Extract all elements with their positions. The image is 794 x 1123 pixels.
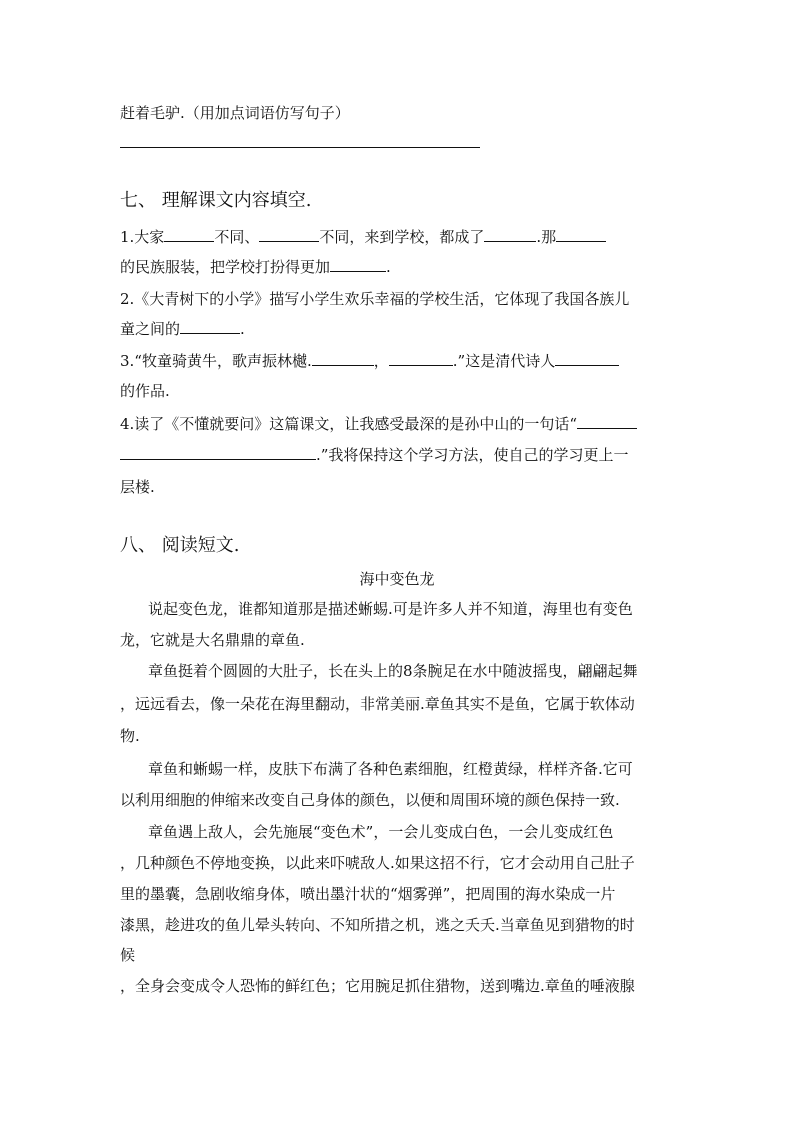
q1-text-a: 1.大家 xyxy=(120,228,165,246)
q3-text-b: ， xyxy=(373,352,389,370)
q1-text-c: 不同，来到学校，都成了 xyxy=(319,228,485,246)
passage-line: 龙，它就是大名鼎鼎的章鱼. xyxy=(120,631,305,649)
question-1-line-2 xyxy=(120,257,391,277)
passage-line: 候 xyxy=(120,946,136,964)
q2-text-b: 童之间的 xyxy=(120,320,181,338)
q1-text-b: 不同、 xyxy=(214,228,260,246)
q1-text-e: 的民族服装，把学校打扮得更加 xyxy=(120,258,331,276)
passage-line: 漆黑，趁进攻的鱼儿晕头转向、不知所措之机，逃之夭夭.当章鱼见到猎物的时 xyxy=(120,916,635,934)
blank[interactable] xyxy=(556,227,606,242)
passage-line: 章鱼和蜥蜴一样，皮肤下布满了各种色素细胞，红橙黄绿，样样齐备.它可 xyxy=(148,760,633,778)
blank[interactable] xyxy=(120,445,316,460)
q4-text-a: 4.读了《不懂就要问》这篇课文，让我感受最深的是孙中山的一句话“ xyxy=(120,415,577,433)
question-4-line-1 xyxy=(120,414,637,434)
q3-text-c: .”这是清代诗人 xyxy=(452,352,556,370)
question-2-line-2 xyxy=(120,319,245,339)
passage-line: 以利用细胞的伸缩来改变自己身体的颜色，以便和周围环境的颜色保持一致. xyxy=(120,791,620,809)
passage-line: ，全身会变成令人恐怖的鲜红色；它用腕足抓住猎物，送到嘴边.章鱼的唾液腺 xyxy=(120,977,635,995)
section-7-heading: 七、 理解课文内容填空. xyxy=(120,190,312,211)
answer-line xyxy=(120,147,480,148)
blank[interactable] xyxy=(259,227,319,242)
passage-line: 里的墨囊，急剧收缩身体，喷出墨汁状的“烟雾弹”，把周围的海水染成一片 xyxy=(120,885,616,903)
passage-line: 章鱼遇上敌人，会先施展“变色术”，一会儿变成白色，一会儿变成红色 xyxy=(148,823,614,841)
passage-line: 说起变色龙，谁都知道那是描述蜥蜴.可是许多人并不知道，海里也有变色 xyxy=(148,600,633,618)
q3-text-a: 3.“牧童骑黄牛，歌声振林樾. xyxy=(120,352,312,370)
blank[interactable] xyxy=(164,227,214,242)
question-3-line-2: 的作品. xyxy=(120,382,170,400)
passage-line: 章鱼挺着个圆圆的大肚子，长在头上的8条腕足在水中随波摇曳，翩翩起舞 xyxy=(148,662,638,680)
passage-title: 海中变色龙 xyxy=(359,570,435,588)
q1-text-d: .那 xyxy=(536,228,557,246)
blank[interactable] xyxy=(330,257,386,272)
q1-text-f: . xyxy=(386,258,391,276)
blank[interactable] xyxy=(484,227,536,242)
question-3-line-1 xyxy=(120,351,619,371)
blank[interactable] xyxy=(180,319,240,334)
blank[interactable] xyxy=(389,351,453,366)
blank[interactable] xyxy=(577,414,637,429)
blank[interactable] xyxy=(312,351,374,366)
question-4-line-2 xyxy=(120,445,628,465)
question-4-line-3: 层楼. xyxy=(120,478,155,496)
q2-text-c: . xyxy=(240,320,245,338)
question-2-line-1: 2.《大青树下的小学》描写小学生欢乐幸福的学校生活，它体现了我国各族儿 xyxy=(120,290,630,308)
q4-text-b: .”我将保持这个学习方法，使自己的学习更上一 xyxy=(316,446,629,464)
blank[interactable] xyxy=(555,351,619,366)
question-1-line-1 xyxy=(120,227,606,247)
passage-line: ，几种颜色不停地变换，以此来吓唬敌人.如果这招不行，它才会动用自己肚子 xyxy=(120,854,635,872)
passage-line: 物. xyxy=(120,727,140,745)
section-8-heading: 八、 阅读短文. xyxy=(120,535,240,556)
passage-line: ，远远看去，像一朵花在海里翻动，非常美丽.章鱼其实不是鱼，它属于软体动 xyxy=(120,695,635,713)
rewrite-instruction: 赶着毛驴.（用加点词语仿写句子） xyxy=(120,104,350,122)
